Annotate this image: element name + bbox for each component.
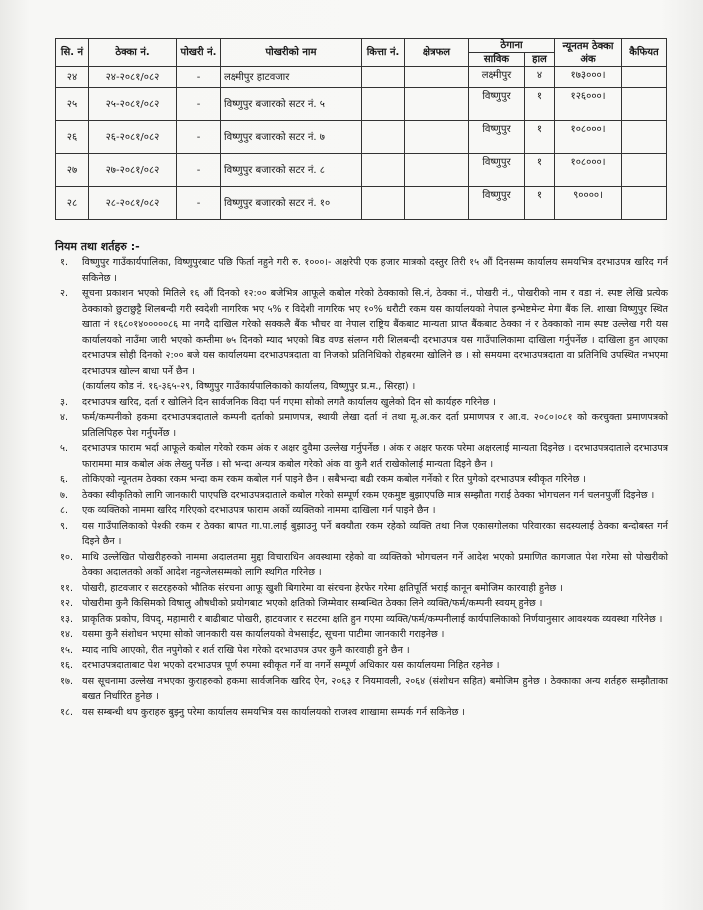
term-subtext: (कार्यालय कोड नं. १६-३६५-२९, विष्णुपुर गाउँकार्यपालिकाको कार्यालय, विष्णुपुर प्र.म., सिरहा) । xyxy=(82,381,416,392)
term-number: ७. xyxy=(60,489,69,501)
term-text-container xyxy=(82,503,668,519)
term-item xyxy=(40,550,668,581)
cell-plot-no xyxy=(362,187,405,220)
term-number: २. xyxy=(60,288,69,299)
cell-pond-no: - xyxy=(177,187,221,220)
cell-sn: २४ xyxy=(56,67,89,88)
term-text: विष्णुपुर गाउँकार्यपालिका, विष्णुपुरबाट पछि फिर्ता नहुने गरी रु. १०००।- अक्षरेपी एक हजार मात्रको दस्तुर तिरी १५ औं दिनसम्म कार्यालय समयभित्र दरभाउपत्र खरिद गर्न सकिनेछ । xyxy=(82,257,668,284)
header-former: साविक xyxy=(469,53,525,67)
term-number: ४. xyxy=(60,412,69,423)
term-text-container xyxy=(82,627,668,643)
term-item xyxy=(40,503,668,519)
cell-pond-name: विष्णुपुर बजारको सटर नं. ५ xyxy=(221,88,362,121)
term-text-container xyxy=(82,550,668,581)
term-text: ठेक्का स्वीकृतिको लागि जानकारी पाएपछि दरभाउपत्रदाताले कबोल गरेको सम्पूर्ण रकम एकमुष्ट बुझाएपछि मात्र सम्झौता गराई ठेक्का भोगचलन गर्न चलनपुर्जी दिइनेछ । xyxy=(82,489,655,501)
term-text: दरभाउपत्र खरिद, दर्ता र खोलिने दिन सार्वजनिक विदा पर्न गएमा सोको लगतै कार्यालय खुलेको दिन सो कार्यहरु गरिनेछ । xyxy=(82,396,496,408)
term-text-container xyxy=(82,581,668,597)
cell-current: १ xyxy=(525,121,555,154)
cell-minimum: ९००००। xyxy=(555,187,622,220)
term-item xyxy=(40,658,668,674)
term-item xyxy=(40,410,668,441)
term-number: १०. xyxy=(60,551,74,563)
term-text: दरभाउपत्रदाताबाट पेश भएको दरभाउपत्र पूर्ण रुपमा स्वीकृत गर्ने वा नगर्ने सम्पूर्ण अधिकार यस कार्यालयमा निहित रहनेछ । xyxy=(82,660,500,671)
term-item xyxy=(40,255,668,286)
term-text-container xyxy=(82,643,668,659)
cell-former: विष्णुपुर xyxy=(469,187,525,220)
cell-pond-name: विष्णुपुर बजारको सटर नं. १० xyxy=(221,187,362,220)
term-item xyxy=(40,674,668,705)
cell-sn: २६ xyxy=(56,121,89,154)
term-text-container xyxy=(82,488,668,504)
term-text: एक व्यक्तिको नाममा खरिद गरिएको दरभाउपत्र फाराम अर्को व्यक्तिको नाममा दाखिला गर्न पाइने छैन । xyxy=(82,505,436,516)
term-number: ३. xyxy=(60,396,69,408)
term-number: १८. xyxy=(60,706,74,718)
terms-list xyxy=(40,255,668,720)
cell-contract-no: २६-२०८१/०८२ xyxy=(89,121,177,154)
term-number: १२. xyxy=(60,598,74,609)
term-number: १३. xyxy=(60,613,74,625)
cell-plot-no xyxy=(362,121,405,154)
header-minimum: न्यूनतम ठेक्का अंक xyxy=(555,39,622,67)
term-number: ६. xyxy=(60,474,69,485)
term-text-container xyxy=(82,596,668,612)
term-text-container xyxy=(82,472,668,488)
cell-current: १ xyxy=(525,154,555,187)
cell-former: विष्णुपुर xyxy=(469,88,525,121)
cell-area xyxy=(405,67,469,88)
cell-minimum: १०८०००। xyxy=(555,154,622,187)
term-text-container xyxy=(82,410,668,441)
cell-former: लक्ष्मीपुर xyxy=(469,67,525,88)
cell-contract-no: २८-२०८१/०८२ xyxy=(89,187,177,220)
cell-current: १ xyxy=(525,187,555,220)
cell-minimum: १७३०००। xyxy=(555,67,622,88)
table-row xyxy=(56,88,667,121)
header-current: हाल xyxy=(525,53,555,67)
term-text: यसमा कुनै संशोधन भएमा सोको जानकारी यस कार्यालयको वेभसाईट, सूचना पाटीमा जानकारी गराइनेछ । xyxy=(82,629,445,640)
term-item xyxy=(40,519,668,550)
term-text: माथि उल्लेखित पोखरीहरुको नाममा अदालतमा मुद्दा विचाराधिन अवस्थामा रहेको वा व्यक्तिको भोगचलन गर्ने आदेश भएको प्रमाणित कागजात पेश गरेमा सो पोखरीको ठेक्का अदालतको अर्को आदेश नहुन्जेलसम्मको लागि स्थगित गरिनेछ । xyxy=(82,551,668,578)
tender-table-body xyxy=(56,67,667,220)
term-text-container xyxy=(82,286,668,395)
cell-area xyxy=(405,121,469,154)
cell-remarks xyxy=(622,88,667,121)
header-pond-no: पोखरी नं. xyxy=(177,39,221,67)
header-remarks: कैफियत xyxy=(622,39,667,67)
term-text: सूचना प्रकाशन भएको मितिले १६ औं दिनको १२:०० बजेभित्र आफूले कबोल गरेको ठेक्काको सि.नं, ठेक्का नं., पोखरी नं., पोखरीको नाम र वडा नं. स्पष्ट लेखि प्रत्येक ठेक्काको छुटाछुट्टै शिलबन्दी गरी स्वदेशी नागरिक भए ५% र विदेशी नागरिक भए १०% धरौटी रकम यस कार्यालयको नेपाल इन्भेष्टमेन्ट मेगा बैंक लि. शाखा विष्णुपुर स्थित खाता नं १६८०१४०००००८६ मा नगदै दाखिल गरेको सक्कलै बैंक भौचर वा नेपाल राष्ट्रिय बैंकबाट मान्यता प्राप्त बैंकबाट ठेक्का नं र ठेक्काको नाम स्पष्ट उल्लेख गरी यस कार्यालयको नाउँमा जारी भएको कम्तीमा ७५ दिनको म्याद भएको बिड वण्ड संलग्न गरी शिलबन्दी दरभाउपत्र यस गाउँपालिकामा दाखिला गर्नुपर्नेछ । दाखिला हुन आएका दरभाउपत्र सोही दिनको २:०० बजे यस कार्यालयमा दरभाउपत्रदाता वा निजको प्रतिनिधिको रोहबरमा खोलिने छ । सो समयमा दरभाउपत्रदाता वा प्रतिनिधि उपस्थित नभएमा दरभाउपत्र खोल्न बाधा पर्ने छैन । xyxy=(82,288,668,377)
term-text-container xyxy=(82,674,668,705)
header-contract-no: ठेक्का नं. xyxy=(89,39,177,67)
cell-contract-no: २७-२०८१/०८२ xyxy=(89,154,177,187)
term-text: फर्म/कम्पनीको हकमा दरभाउपत्रदाताले कम्पनी दर्ताको प्रमाणपत्र, स्थायी लेखा दर्ता नं तथा मू.अ.कर दर्ता प्रमाणपत्र र आ.व. २०८०।०८१ को करचुक्ता प्रमाणपत्रको प्रतिलिपिहरु पेश गर्नुपर्नेछ । xyxy=(82,412,668,439)
term-text: म्याद नाघि आएको, रीत नपुगेको र शर्त राखि पेश गरेको दरभाउपत्र उपर कुनै कारवाही हुने छैन । xyxy=(82,644,410,656)
term-number: ९. xyxy=(60,520,69,532)
term-item xyxy=(40,643,668,659)
term-number: १. xyxy=(60,257,69,268)
term-text-container xyxy=(82,519,668,550)
term-item xyxy=(40,395,668,411)
term-number: ५. xyxy=(60,443,69,454)
term-item xyxy=(40,612,668,628)
header-location: ठेगाना xyxy=(469,39,555,53)
cell-minimum: १२६०००। xyxy=(555,88,622,121)
header-area: क्षेत्रफल xyxy=(405,39,469,67)
cell-former: विष्णुपुर xyxy=(469,121,525,154)
header-sn: सि. नं xyxy=(56,39,89,67)
cell-sn: २५ xyxy=(56,88,89,121)
header-pond-name: पोखरीको नाम xyxy=(221,39,362,67)
tender-table xyxy=(55,38,667,220)
cell-pond-no: - xyxy=(177,154,221,187)
term-text: यस सम्बन्धी थप कुराहरु बुझ्नु परेमा कार्यालय समयभित्र यस कार्यालयको राजश्व शाखामा सम्पर्क गर्न सकिनेछ । xyxy=(82,706,466,718)
term-number: ११. xyxy=(60,582,74,594)
cell-pond-name: विष्णुपुर बजारको सटर नं. ७ xyxy=(221,121,362,154)
term-item xyxy=(40,488,668,504)
terms-heading: नियम तथा शर्तहरु :- xyxy=(55,240,140,253)
cell-current: १ xyxy=(525,88,555,121)
term-item xyxy=(40,596,668,612)
term-text-container xyxy=(82,658,668,674)
term-text: दरभाउपत्र फाराम भर्दा आफूले कबोल गरेको रकम अंक र अक्षर दुवैमा उल्लेख गर्नुपर्नेछ । अंक र अक्षर फरक परेमा अक्षरलाई मान्यता दिइनेछ । दरभाउपत्रदाताले दरभाउपत्र फाराममा मात्र कबोल अंक लेख्नु पर्नेछ । सो भन्दा अन्यत्र कबोल गरेको अंक वा कुनै शर्त राखेकोलाई मान्यता दिइने छैन । xyxy=(82,443,668,470)
cell-minimum: १०८०००। xyxy=(555,121,622,154)
cell-contract-no: २४-२०८१/०८२ xyxy=(89,67,177,88)
header-plot-no: कित्ता नं. xyxy=(362,39,405,67)
term-text-container xyxy=(82,255,668,286)
term-text: यस सूचनामा उल्लेख नभएका कुराहरुको हकमा सार्वजनिक खरिद ऐन, २०६३ र नियमावली, २०६४ (संशोधन सहित) बमोजिम हुनेछ । ठेक्काका अन्य शर्तहरु सम्झौताका बखत निर्धारित हुनेछ । xyxy=(82,675,668,702)
cell-area xyxy=(405,187,469,220)
term-number: १५. xyxy=(60,644,74,656)
term-text: यस गाउँपालिकाको पेश्की रकम र ठेक्का बापत गा.पा.लाई बुझाउनु पर्ने बक्यौता रकम रहेको व्यक्ति तथा निज एकासगोलका परिवारका सदस्यलाई ठेक्का बन्दोबस्त गर्न दिइने छैन । xyxy=(82,520,668,547)
term-number: १४. xyxy=(60,629,74,640)
cell-former: विष्णुपुर xyxy=(469,154,525,187)
cell-contract-no: २५-२०८१/०८२ xyxy=(89,88,177,121)
cell-current: ४ xyxy=(525,67,555,88)
table-row xyxy=(56,154,667,187)
cell-area xyxy=(405,154,469,187)
term-text: तोकिएको न्यूनतम ठेक्का रकम भन्दा कम रकम कबोल गर्न पाइने छैन । सबैभन्दा बढी रकम कबोल गर्नेको र रित पुगेको दरभाउपत्र स्वीकृत गरिनेछ । xyxy=(82,474,587,485)
cell-pond-no: - xyxy=(177,88,221,121)
cell-remarks xyxy=(622,187,667,220)
term-item xyxy=(40,286,668,395)
term-text-container xyxy=(82,705,668,721)
term-item xyxy=(40,441,668,472)
table-row xyxy=(56,121,667,154)
cell-remarks xyxy=(622,121,667,154)
cell-plot-no xyxy=(362,88,405,121)
cell-remarks xyxy=(622,154,667,187)
cell-pond-no: - xyxy=(177,67,221,88)
term-text: प्राकृतिक प्रकोप, विपद्, महामारी र बाढीबाट पोखरी, हाटवजार र सटरमा क्षति हुन गएमा व्यक्ति/फर्म/कम्पनीलाई कार्यपालिकाको निर्णयानुसार आवश्यक व्यवस्था गरिनेछ । xyxy=(82,613,663,625)
cell-sn: २७ xyxy=(56,154,89,187)
term-text-container xyxy=(82,395,668,411)
term-item xyxy=(40,581,668,597)
cell-plot-no xyxy=(362,67,405,88)
term-text-container xyxy=(82,441,668,472)
term-item xyxy=(40,627,668,643)
cell-sn: २८ xyxy=(56,187,89,220)
cell-remarks xyxy=(622,67,667,88)
term-item xyxy=(40,472,668,488)
term-text-container xyxy=(82,612,668,628)
cell-pond-name: विष्णुपुर बजारको सटर नं. ८ xyxy=(221,154,362,187)
term-item xyxy=(40,705,668,721)
table-row xyxy=(56,187,667,220)
cell-pond-name: लक्ष्मीपुर हाटवजार xyxy=(221,67,362,88)
term-number: १६. xyxy=(60,660,74,671)
term-number: ८. xyxy=(60,505,69,516)
table-row xyxy=(56,67,667,88)
cell-plot-no xyxy=(362,154,405,187)
term-number: १७. xyxy=(60,675,74,687)
term-text: पोखरीमा कुनै किसिमको विषालु औषधीको प्रयोगबाट भएको क्षतिको जिम्मेवार सम्बन्धित ठेक्का लिने व्यक्ति/फर्म/कम्पनी स्वयम् हुनेछ । xyxy=(82,598,543,609)
term-text: पोखरी, हाटवजार र सटरहरुको भौतिक संरचना आफू खुशी बिगारेमा वा संरचना हेरफेर गरेमा क्षतिपूर्ति भराई कानून बमोजिम कारवाही हुनेछ । xyxy=(82,582,563,594)
cell-area xyxy=(405,88,469,121)
cell-pond-no: - xyxy=(177,121,221,154)
